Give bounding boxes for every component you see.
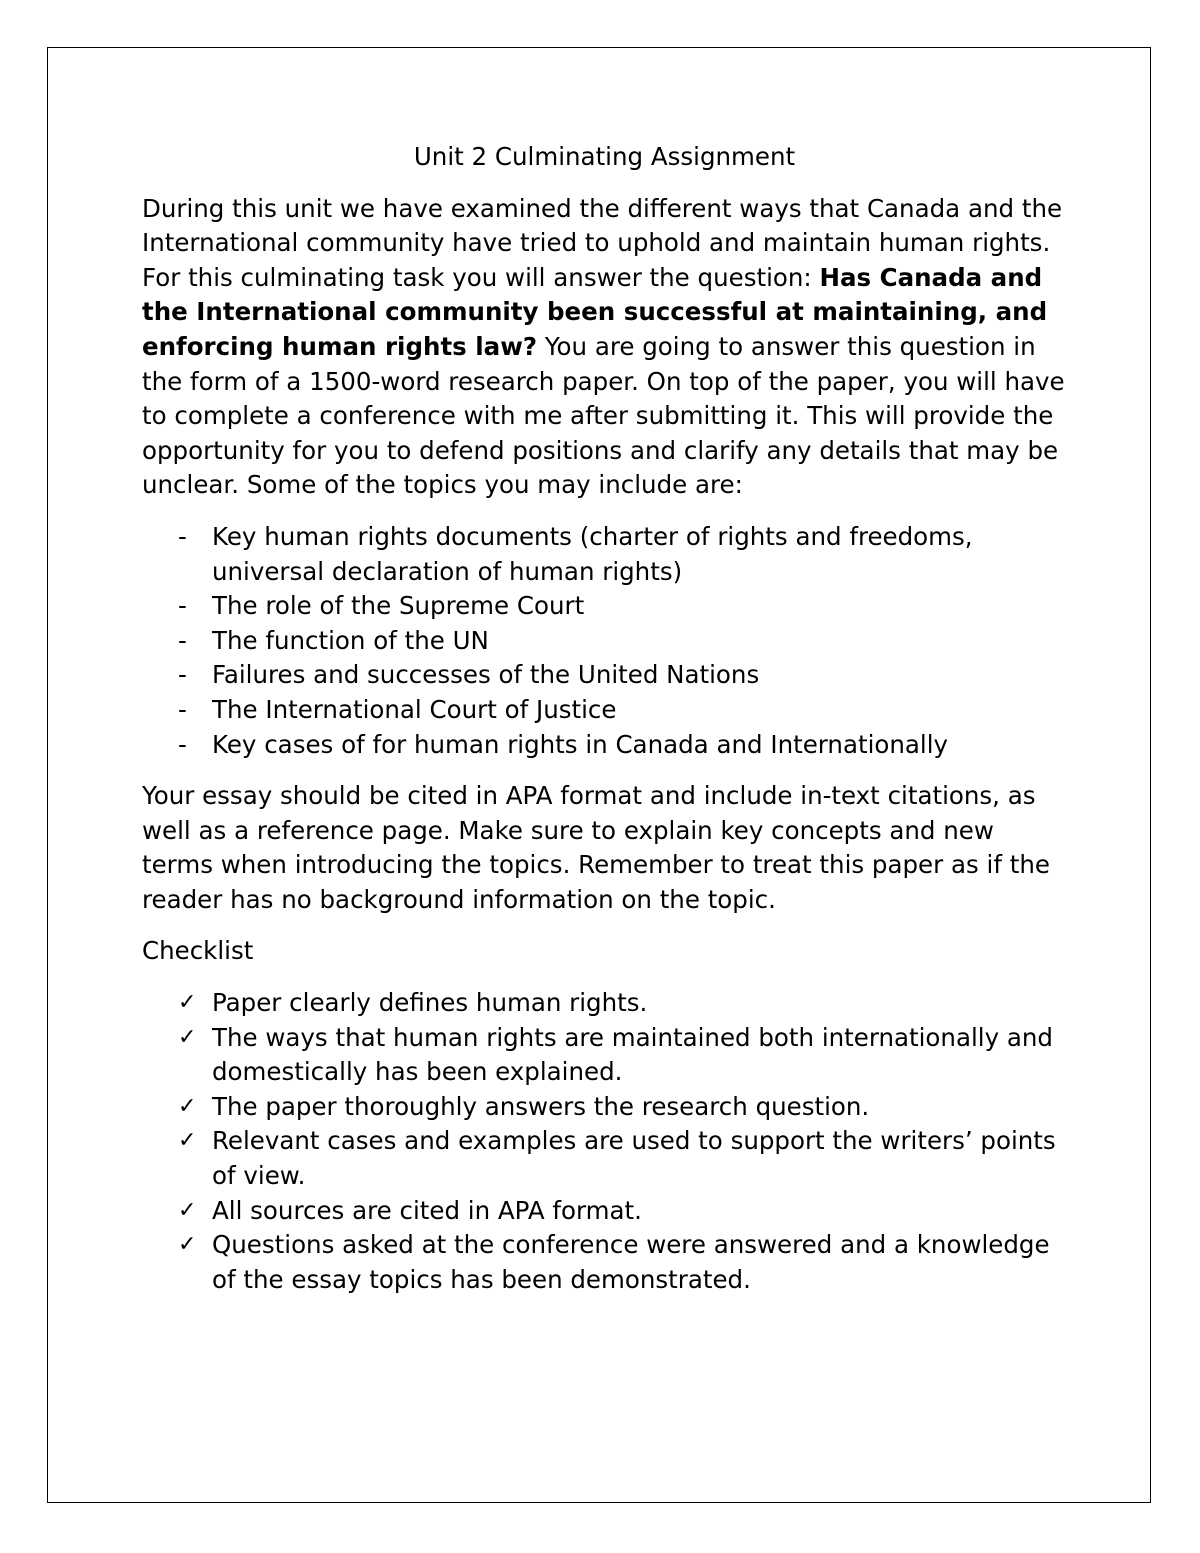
topic-text: The role of the Supreme Court	[212, 591, 585, 621]
list-item	[142, 658, 1067, 693]
checkmark-icon: ✓	[178, 1024, 197, 1050]
dash-bullet: -	[178, 625, 187, 655]
list-item	[142, 589, 1067, 624]
dash-bullet: -	[178, 660, 187, 690]
intro-text-part2: You are going to answer this question in the form of a 1500-word research paper. On top of the paper, you will have to complete a conference with me after submitting it. This will provide the opportunity for you to defend positions and clarify any details that may be unclear. Some of the topics you may include are:	[142, 331, 1065, 500]
intro-paragraph	[142, 192, 1067, 503]
topic-text: The function of the UN	[212, 625, 489, 655]
checkmark-icon: ✓	[178, 1128, 197, 1154]
list-item	[142, 520, 1067, 589]
checklist-text: The paper thoroughly answers the research question.	[212, 1091, 870, 1121]
checkmark-icon: ✓	[178, 1197, 197, 1223]
list-item	[142, 1194, 1067, 1229]
list-item	[142, 693, 1067, 728]
list-item	[142, 1228, 1067, 1297]
checklist-text: The ways that human rights are maintained both internationally and domestically has been explained.	[212, 1022, 1053, 1087]
checkmark-icon: ✓	[178, 990, 197, 1016]
list-item	[142, 1124, 1067, 1193]
checklist-text: All sources are cited in APA format.	[212, 1195, 642, 1225]
intro-text-part1: During this unit we have examined the different ways that Canada and the International community have tried to uphold and maintain human rights. For this culminating task you will answer the question:	[142, 193, 1063, 292]
list-item	[142, 728, 1067, 763]
dash-bullet: -	[178, 521, 187, 551]
topic-text: Key cases of for human rights in Canada and Internationally	[212, 729, 949, 759]
checklist-text: Questions asked at the conference were answered and a knowledge of the essay topics has been demonstrated.	[212, 1230, 1050, 1294]
checklist	[142, 986, 1067, 1297]
topic-text: Failures and successes of the United Nations	[212, 660, 760, 690]
list-item	[142, 1021, 1067, 1090]
checklist-text: Relevant cases and examples are used to support the writers’ points of view.	[212, 1126, 1056, 1191]
dash-bullet: -	[178, 694, 187, 724]
document-body	[142, 140, 1067, 1314]
checkmark-icon: ✓	[178, 1232, 197, 1258]
list-item	[142, 986, 1067, 1021]
topics-list	[142, 520, 1067, 762]
checkmark-icon: ✓	[178, 1093, 197, 1119]
research-question: Has Canada and the International community been successful at maintaining, and enforcing human rights law?	[142, 262, 1048, 361]
list-item	[142, 1090, 1067, 1125]
checklist-heading: Checklist	[142, 936, 254, 966]
list-item	[142, 624, 1067, 659]
topic-text: Key human rights documents (charter of rights and freedoms, universal declaration of human rights)	[212, 521, 973, 586]
topic-text: The International Court of Justice	[212, 694, 617, 724]
dash-bullet: -	[178, 729, 187, 759]
dash-bullet: -	[178, 591, 187, 621]
checklist-text: Paper clearly defines human rights.	[212, 988, 648, 1018]
essay-requirements-paragraph: Your essay should be cited in APA format and include in-text citations, as well as a reference page. Make sure to explain key concepts and new terms when introducing the topics. Remember to treat this paper as if the reader has no background information on the topic.	[142, 781, 1050, 914]
document-title: Unit 2 Culminating Assignment	[413, 142, 796, 171]
